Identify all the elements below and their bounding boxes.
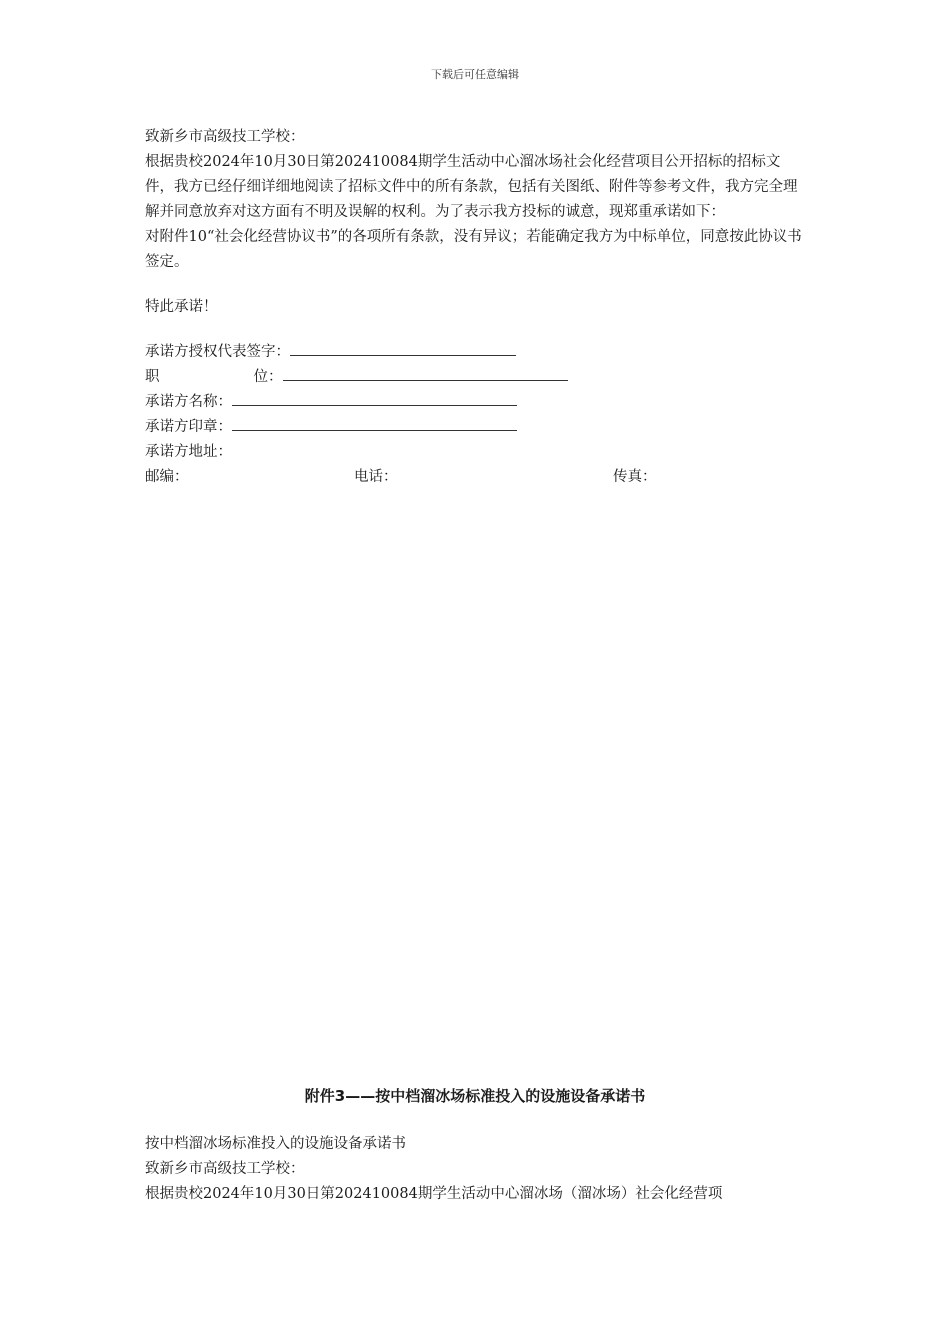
party-seal-blank xyxy=(232,416,517,431)
section-salutation: 致新乡市高级技工学校： xyxy=(145,1161,305,1177)
party-name-blank xyxy=(232,391,517,406)
field-party-name xyxy=(145,390,805,415)
field-party-address-label: 承诺方地址： xyxy=(145,444,232,460)
letter-closing: 特此承诺！ xyxy=(145,299,218,315)
position-blank xyxy=(283,366,568,381)
spacer xyxy=(145,275,805,295)
letter-commitment xyxy=(145,125,805,490)
field-fax-label: 传真： xyxy=(613,469,657,485)
field-party-seal xyxy=(145,415,805,440)
field-postcode-label: 邮编： xyxy=(145,469,189,485)
field-party-seal-label: 承诺方印章： xyxy=(145,419,232,435)
rep-signature-blank xyxy=(290,341,516,356)
field-position-label-a: 职 xyxy=(145,369,160,385)
field-party-address xyxy=(145,440,805,465)
field-rep-signature-label: 承诺方授权代表签字： xyxy=(145,344,290,360)
field-phone-label: 电话： xyxy=(354,469,398,485)
field-party-name-label: 承诺方名称： xyxy=(145,394,232,410)
field-position xyxy=(145,365,805,390)
field-rep-signature xyxy=(145,340,805,365)
contact-row xyxy=(145,465,805,490)
letter-paragraph-2: 对附件10“社会化经营协议书”的各项所有条款，没有异议；若能确定我方为中标单位，同意按此协议书签定。 xyxy=(145,229,802,270)
section-paragraph: 根据贵校2024年10月30日第202410084期学生活动中心溜冰场（溜冰场）社会化经营项 xyxy=(145,1186,723,1202)
letter-paragraph-1: 根据贵校2024年10月30日第202410084期学生活动中心溜冰场社会化经营项目公开招标的招标文件，我方已经仔细详细地阅读了招标文件中的所有条款，包括有关图纸、附件等参考文件，我方完全理解并同意放弃对这方面有不明及误解的权利。为了表示我方投标的诚意，现郑重承诺如下： xyxy=(145,154,798,220)
section-subtitle: 按中档溜冰场标准投入的设施设备承诺书 xyxy=(145,1136,406,1152)
field-position-label-b: 位： xyxy=(253,369,283,385)
section-title: 附件3——按中档溜冰场标准投入的设施设备承诺书 xyxy=(304,1087,646,1105)
spacer xyxy=(145,320,805,340)
header-note: 下载后可任意编辑 xyxy=(431,68,519,81)
letter-facilities xyxy=(145,1132,805,1207)
letter-salutation: 致新乡市高级技工学校： xyxy=(145,129,305,145)
